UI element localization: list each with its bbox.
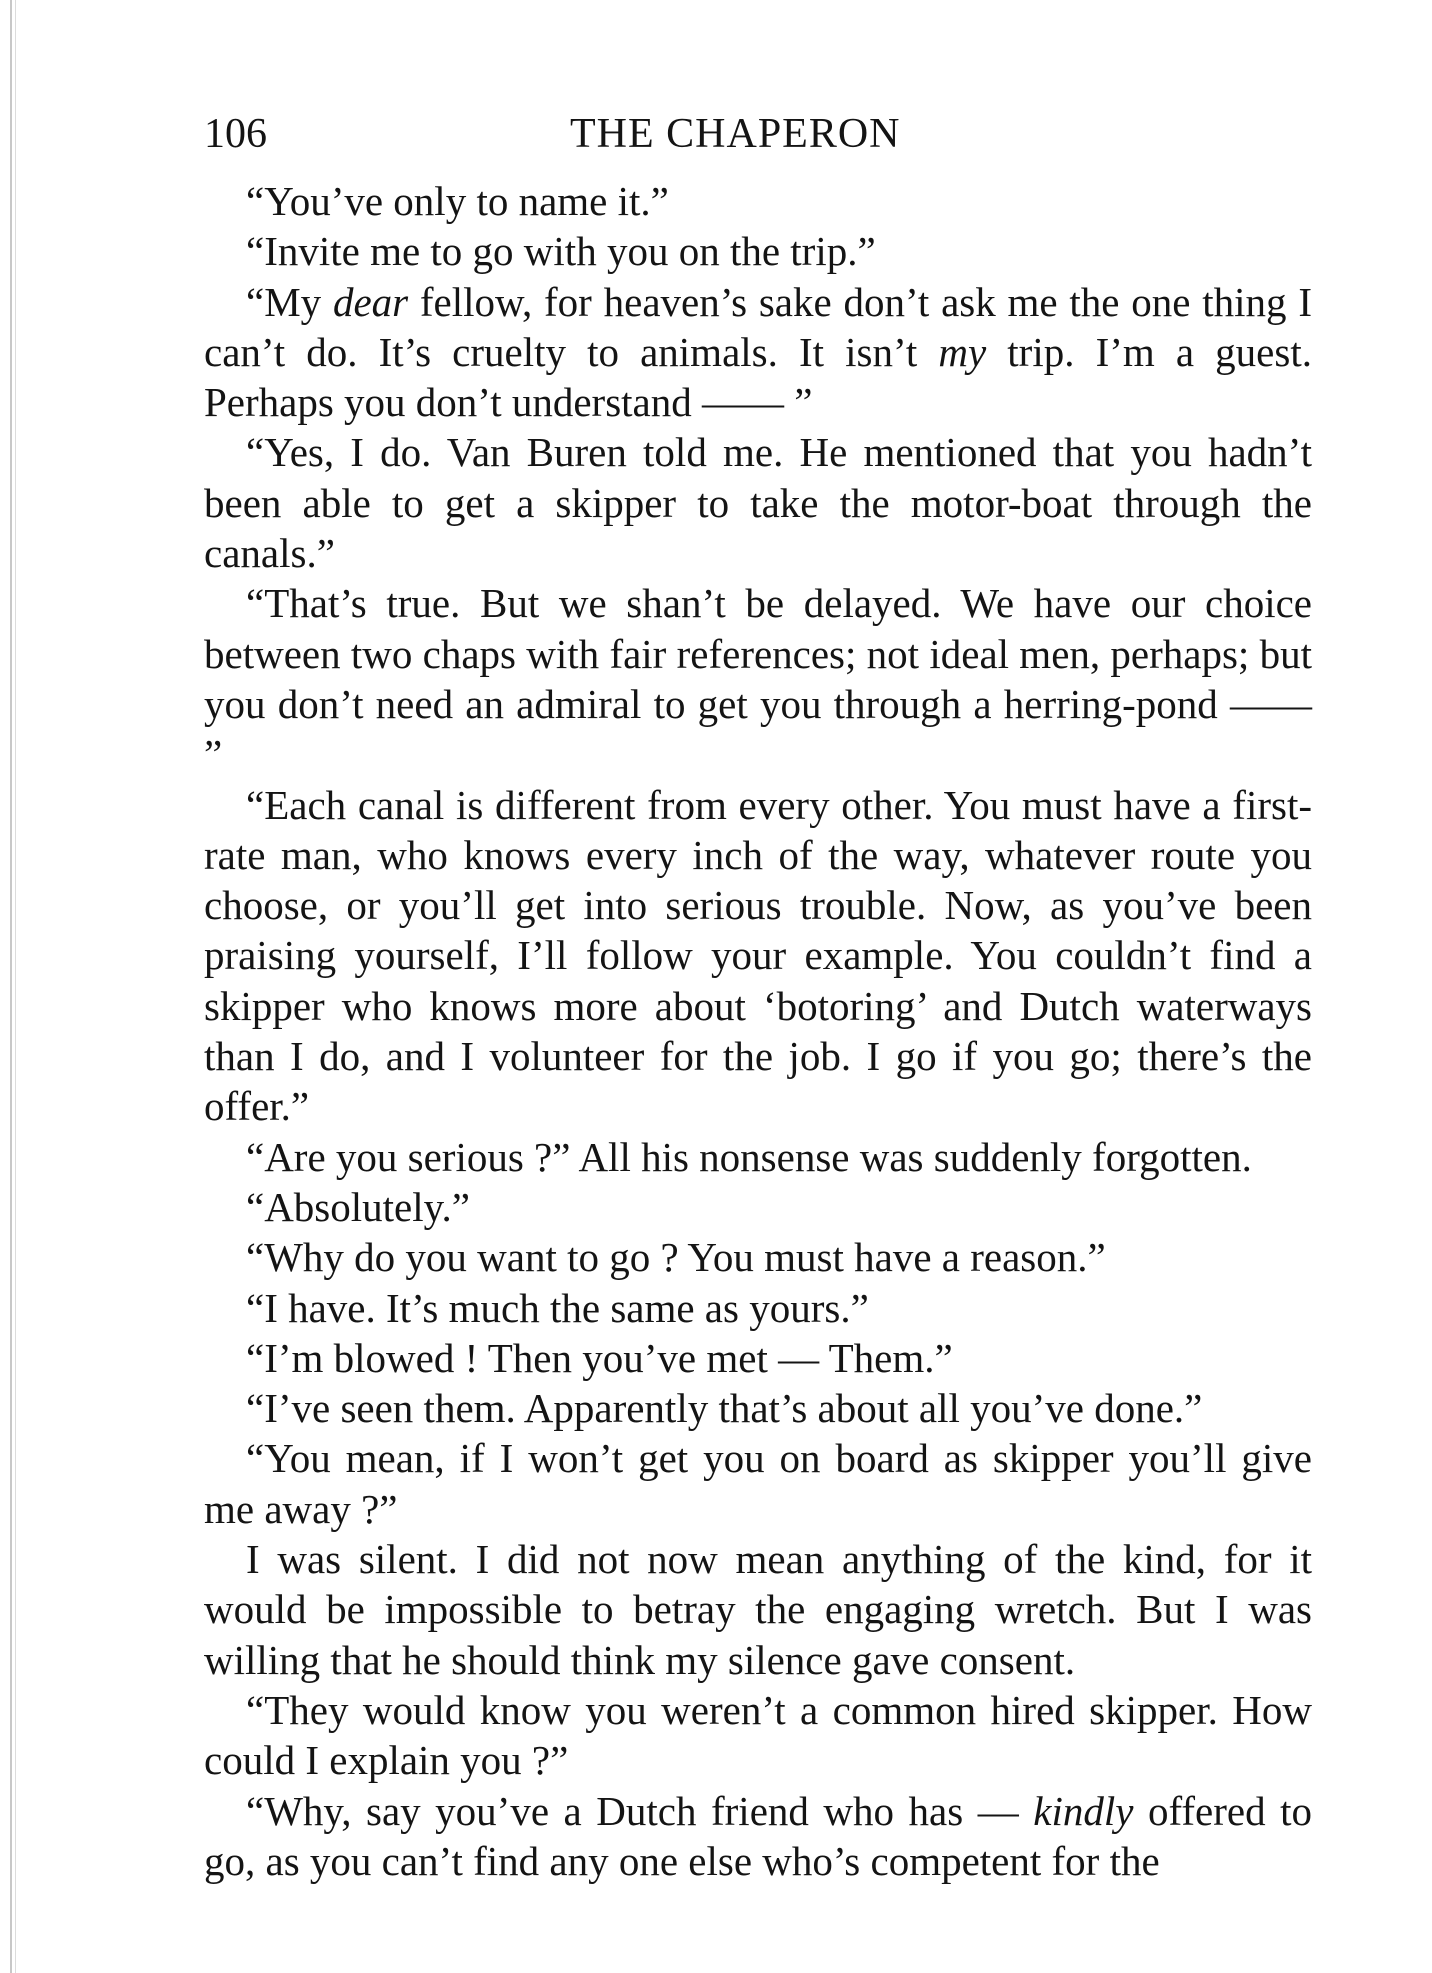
paragraph <box>204 1232 1312 1282</box>
text-run: “Why, say you’ve a Dutch friend who has — <box>246 1787 1034 1834</box>
text-run: fellow, for heaven’s sake don’t ask me the one thing I can’t do. It’s cruelty to animals. It isn’t <box>204 278 1312 375</box>
italic-text: kindly <box>1033 1787 1134 1834</box>
paragraph <box>204 1383 1312 1433</box>
paragraph <box>204 1685 1312 1786</box>
text-run: “I’m blowed ! Then you’ve met — Them.” <box>246 1334 953 1381</box>
paragraph <box>204 1283 1312 1333</box>
paragraph <box>204 1534 1312 1685</box>
text-run: “You mean, if I won’t get you on board as skipper you’ll give me away ?” <box>204 1435 1312 1532</box>
text-run: “My <box>246 278 333 325</box>
paragraph <box>204 578 1312 779</box>
paragraph <box>204 1182 1312 1232</box>
binding-edge-line <box>10 0 12 1973</box>
page-header <box>204 104 1312 164</box>
paragraph <box>204 277 1312 428</box>
text-run: trip. I’m a guest. Perhaps you don’t understand —— ” <box>204 328 1312 426</box>
body-text <box>204 176 1312 1886</box>
binding-edge-line <box>15 0 16 1973</box>
page-number: 106 <box>204 111 267 157</box>
paragraph <box>204 427 1312 578</box>
paragraph <box>204 1333 1312 1383</box>
paragraph <box>204 226 1312 276</box>
text-run: “They would know you weren’t a common hired skipper. How could I explain you ?” <box>204 1686 1312 1784</box>
text-run: “You’ve only to name it.” <box>246 178 669 224</box>
paragraph <box>204 1433 1312 1534</box>
text-run: “That’s true. But we shan’t be delayed. We have our choice between two chaps with fair references; not ideal men, perhaps; but you don’t need an admiral to get you through a herring-pond —— ” <box>204 580 1312 778</box>
paragraph <box>204 1786 1312 1887</box>
paragraph <box>204 176 1312 226</box>
text-run: “Invite me to go with you on the trip.” <box>246 228 876 275</box>
text-run: “Absolutely.” <box>246 1183 470 1230</box>
text-run: “Why do you want to go ? You must have a reason.” <box>246 1234 1106 1281</box>
italic-text: my <box>938 328 987 375</box>
paragraph <box>204 780 1312 1132</box>
text-run: “I’ve seen them. Apparently that’s about all you’ve done.” <box>246 1385 1203 1432</box>
text-run: “Are you serious ?” All his nonsense was suddenly forgotten. <box>246 1133 1252 1180</box>
text-run: I was silent. I did not now mean anything of the kind, for it would be impossible to betray the engaging wretch. But I was willing that he should think my silence gave consent. <box>204 1536 1312 1683</box>
text-run: offered to go, as you can’t find any one else who’s competent for the <box>204 1787 1312 1884</box>
paragraph <box>204 1132 1312 1182</box>
running-title: THE CHAPERON <box>570 111 901 157</box>
text-run: “Yes, I do. Van Buren told me. He mentioned that you hadn’t been able to get a skipper to take the motor-boat through the canals.” <box>204 429 1312 577</box>
text-run: “Each canal is different from every other. You must have a first-rate man, who knows every inch of the way, whatever route you choose, or you’ll get into serious trouble. Now, as you’ve been praising yourself, I’ll follow your example. You couldn’t find a skipper who knows more about ‘botoring’ and Dutch waterways than I do, and I volunteer for the job. I go if you go; there’s the offer.” <box>204 781 1312 1130</box>
text-run: “I have. It’s much the same as yours.” <box>246 1284 869 1331</box>
italic-text: dear <box>332 278 409 325</box>
